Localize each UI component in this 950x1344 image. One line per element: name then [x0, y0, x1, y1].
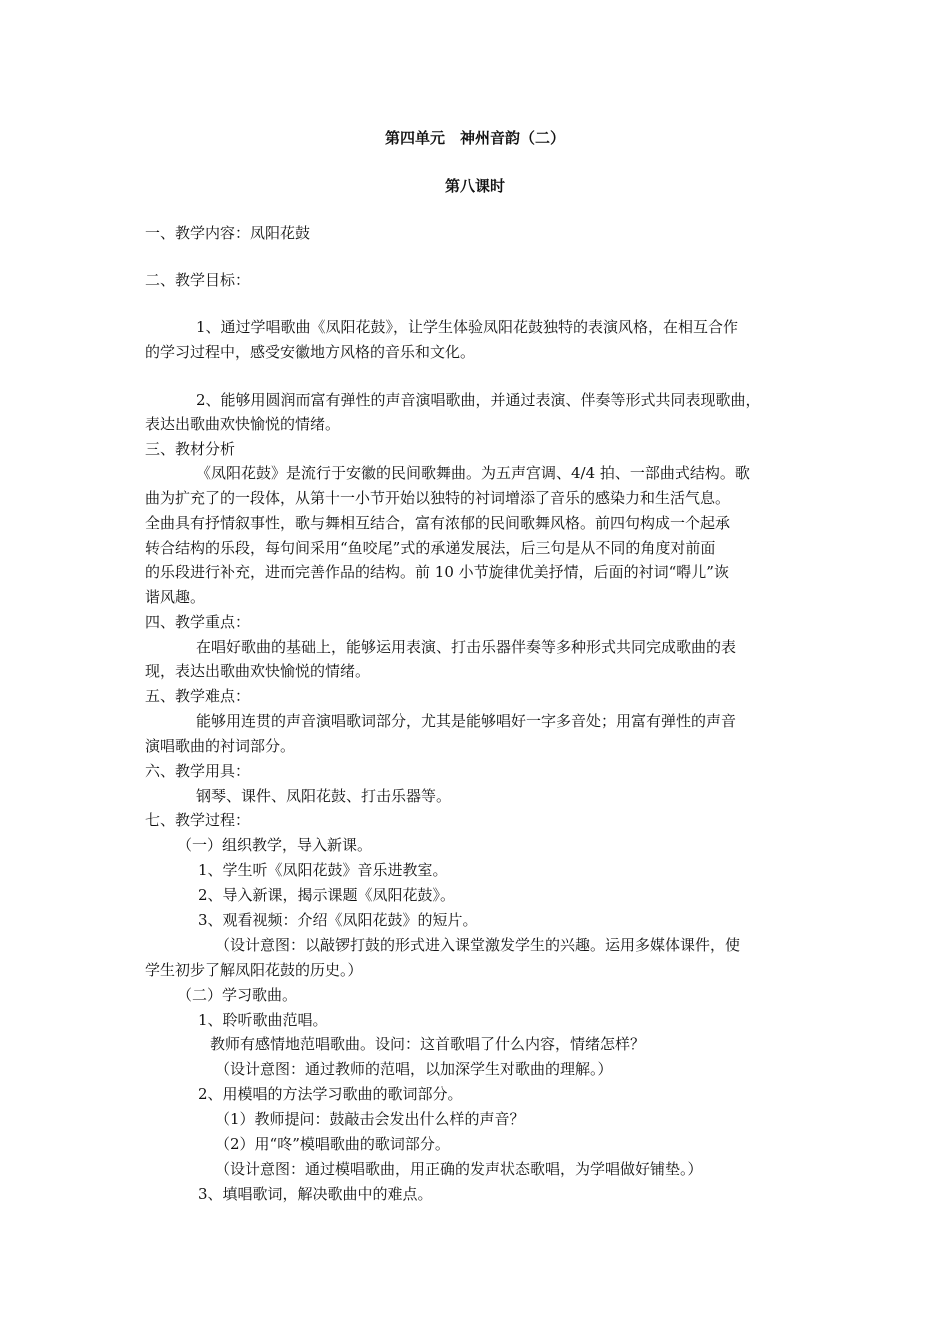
list-item: 1、学生听《凤阳花鼓》音乐进教室。 [198, 861, 448, 879]
section-heading: 四、教学重点： [145, 613, 251, 631]
document-title: 第四单元 神州音韵（二） [384, 129, 565, 147]
section-heading: 六、教学用具： [145, 762, 251, 780]
paragraph-line: 的乐段进行补充，进而完善作品的结构。前 10 小节旋律优美抒情，后面的衬词“嘚儿”诙 [145, 563, 729, 581]
paragraph-line: 教师有感情地范唱歌曲。设问：这首歌唱了什么内容，情绪怎样？ [210, 1035, 646, 1053]
list-item: 2、导入新课，揭示课题《凤阳花鼓》。 [198, 886, 456, 904]
design-note-line: （设计意图：以敲锣打鼓的形式进入课堂激发学生的兴趣。运用多媒体课件，使 [215, 936, 741, 954]
paragraph-line: 2、能够用圆润而富有弹性的声音演唱歌曲，并通过表演、伴奏等形式共同表现歌曲， [196, 391, 761, 409]
paragraph-line: 钢琴、课件、凤阳花鼓、打击乐器等。 [196, 787, 452, 805]
paragraph-line: 1、通过学唱歌曲《凤阳花鼓》，让学生体验凤阳花鼓独特的表演风格，在相互合作 [196, 318, 739, 336]
section-heading: 三、教材分析 [145, 440, 236, 458]
paragraph-line: 能够用连贯的声音演唱歌词部分，尤其是能够唱好一字多音处；用富有弹性的声音 [196, 712, 737, 730]
section-heading: 一、教学内容：凤阳花鼓 [145, 224, 311, 242]
paragraph-line: 曲为扩充了的一段体，从第十一小节开始以独特的衬词增添了音乐的感染力和生活气息。 [145, 489, 731, 507]
list-item: （2）用“咚”模唱歌曲的歌词部分。 [215, 1135, 450, 1153]
design-note-line: （设计意图：通过模唱歌曲，用正确的发声状态歌唱，为学唱做好铺垫。） [215, 1160, 703, 1178]
paragraph-line: 全曲具有抒情叙事性，歌与舞相互结合，富有浓郁的民间歌舞风格。前四句构成一个起承 [145, 514, 731, 532]
paragraph-line: 演唱歌曲的衬词部分。 [145, 737, 296, 755]
subsection-heading: （一）组织教学，导入新课。 [177, 836, 373, 854]
design-note-line: （设计意图：通过教师的范唱，以加深学生对歌曲的理解。） [215, 1060, 613, 1078]
paragraph-line: 表达出歌曲欢快愉悦的情绪。 [145, 415, 341, 433]
list-item: 2、用模唱的方法学习歌曲的歌词部分。 [198, 1085, 463, 1103]
design-note-line: 学生初步了解凤阳花鼓的历史。） [145, 961, 363, 979]
list-item: 1、聆听歌曲范唱。 [198, 1011, 328, 1029]
section-heading: 五、教学难点： [145, 687, 251, 705]
paragraph-line: 谐风趣。 [145, 588, 206, 606]
list-item: 3、观看视频：介绍《凤阳花鼓》的短片。 [198, 911, 478, 929]
list-item: （1）教师提问：鼓敲击会发出什么样的声音？ [215, 1110, 525, 1128]
paragraph-line: 转合结构的乐段，每句间采用“鱼咬尾”式的承递发展法，后三句是从不同的角度对前面 [145, 539, 716, 557]
section-heading: 二、教学目标： [145, 271, 251, 289]
paragraph-line: 现，表达出歌曲欢快愉悦的情绪。 [145, 662, 371, 680]
paragraph-line: 在唱好歌曲的基础上，能够运用表演、打击乐器伴奏等多种形式共同完成歌曲的表 [196, 638, 737, 656]
subsection-heading: （二）学习歌曲。 [177, 986, 298, 1004]
paragraph-line: 的学习过程中，感受安徽地方风格的音乐和文化。 [145, 343, 476, 361]
list-item: 3、填唱歌词，解决歌曲中的难点。 [198, 1185, 433, 1203]
lesson-subtitle: 第八课时 [444, 177, 505, 195]
section-heading: 七、教学过程： [145, 811, 251, 829]
paragraph-line: 《凤阳花鼓》是流行于安徽的民间歌舞曲。为五声宫调、4/4 拍、一部曲式结构。歌 [196, 464, 750, 482]
